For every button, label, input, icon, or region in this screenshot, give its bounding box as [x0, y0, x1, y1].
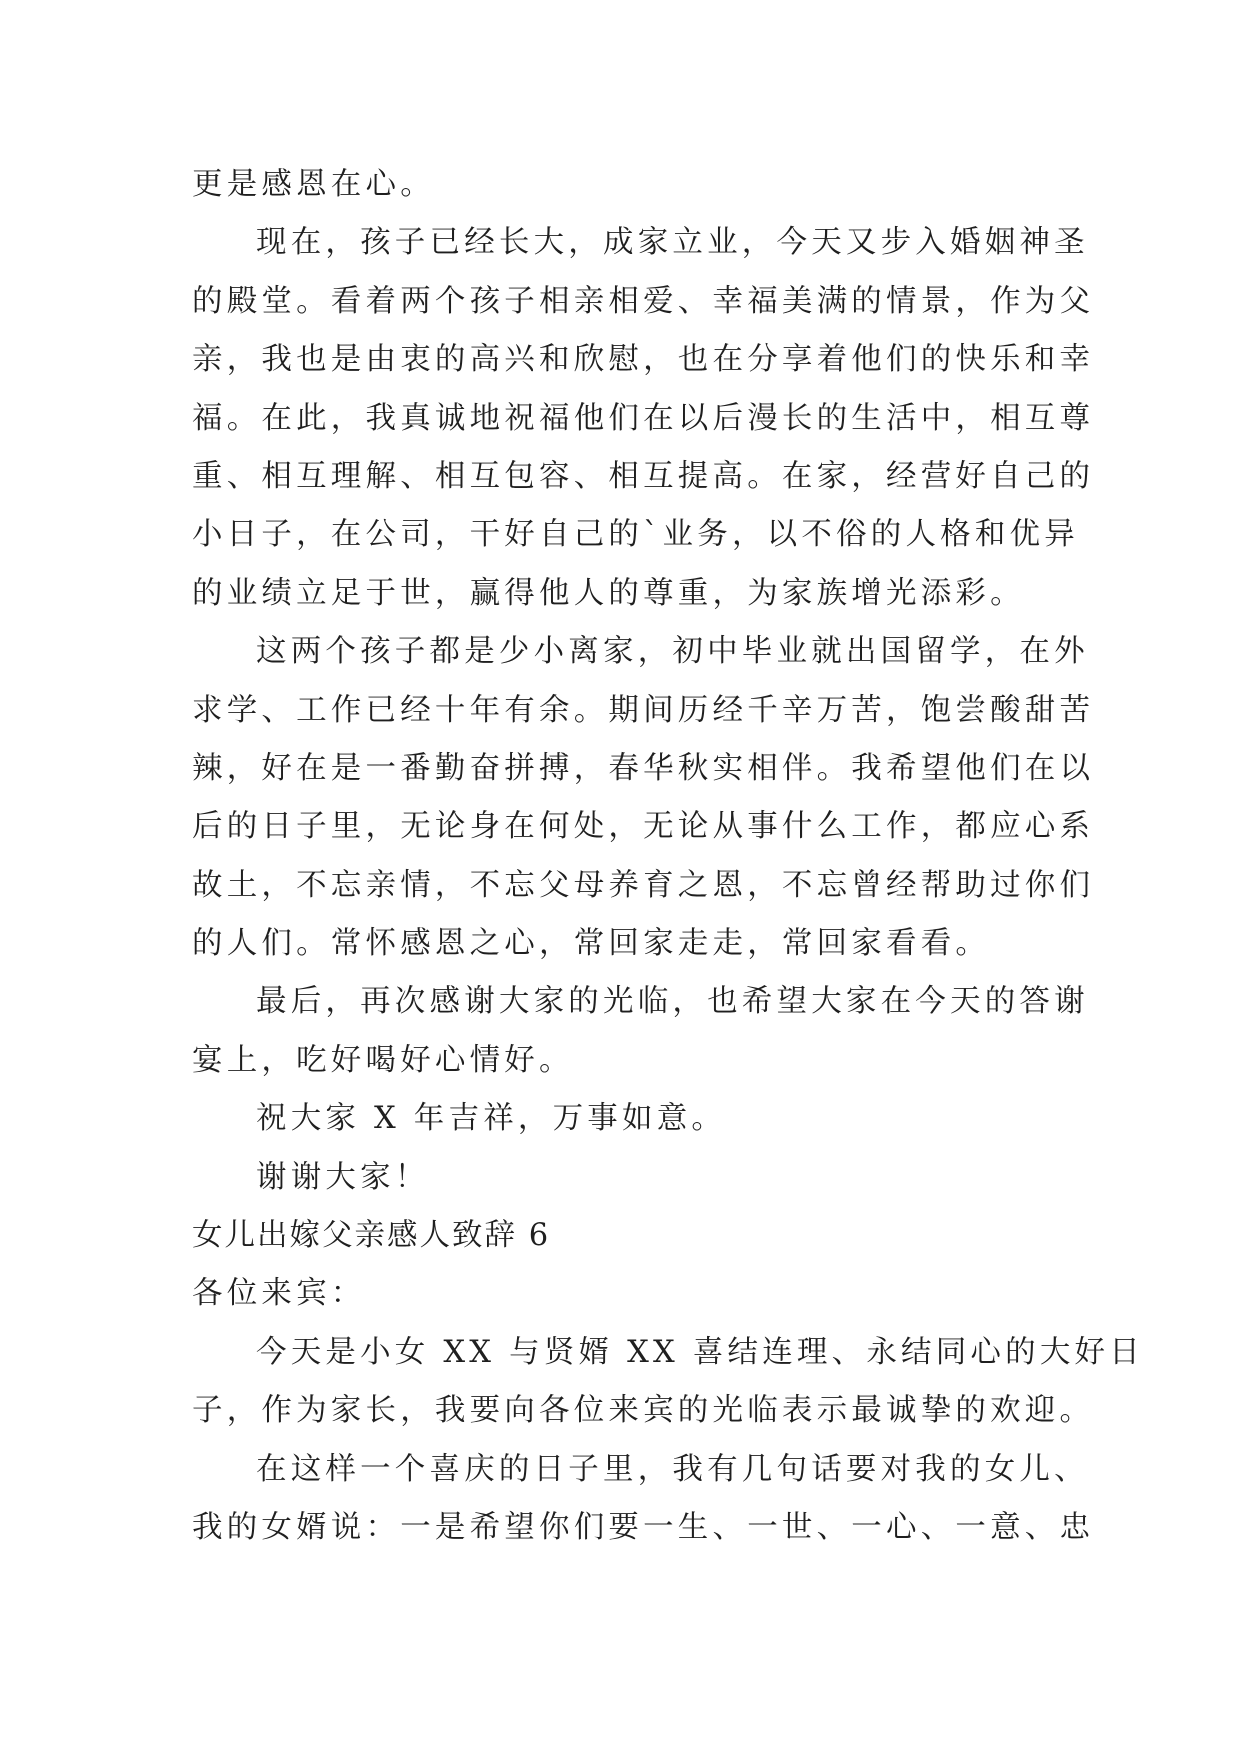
section-title: 女儿出嫁父亲感人致辞 6 — [192, 1218, 551, 1254]
text-line: 故土，不忘亲情，不忘父母养育之恩，不忘曾经帮助过你们 — [192, 867, 1095, 903]
text-line: 的业绩立足于世，赢得他人的尊重，为家族增光添彩。 — [192, 575, 1025, 611]
text-line: 后的日子里，无论身在何处，无论从事什么工作，都应心系 — [192, 809, 1095, 845]
text-line: 宴上，吃好喝好心情好。 — [192, 1042, 574, 1078]
paragraph-start: 谢谢大家！ — [256, 1159, 430, 1195]
paragraph-start: 祝大家 X 年吉祥，万事如意。 — [256, 1101, 727, 1137]
salutation: 各位来宾： — [192, 1276, 366, 1312]
text-line: 重、相互理解、相互包容、相互提高。在家，经营好自己的 — [192, 458, 1095, 494]
text-line: 的人们。常怀感恩之心，常回家走走，常回家看看。 — [192, 926, 991, 962]
text-line: 辣，好在是一番勤奋拼搏，春华秋实相伴。我希望他们在以 — [192, 750, 1095, 786]
text-line: 更是感恩在心。 — [192, 167, 435, 202]
text-line: 子，作为家长，我要向各位来宾的光临表示最诚挚的欢迎。 — [192, 1393, 1095, 1429]
paragraph-start: 最后，再次感谢大家的光临，也希望大家在今天的答谢 — [256, 984, 1089, 1020]
text-line: 求学、工作已经十年有余。期间历经千辛万苦，饱尝酸甜苦 — [192, 692, 1095, 728]
paragraph-start: 这两个孩子都是少小离家，初中毕业就出国留学，在外 — [256, 634, 1089, 670]
text-line: 小日子，在公司，干好自己的`业务，以不俗的人格和优异 — [192, 517, 1079, 553]
text-line: 我的女婿说：一是希望你们要一生、一世、一心、一意、忠 — [192, 1509, 1095, 1545]
paragraph-start: 今天是小女 XX 与贤婿 XX 喜结连理、永结同心的大好日 — [256, 1334, 1144, 1370]
paragraph-start: 现在，孩子已经长大，成家立业，今天又步入婚姻神圣 — [256, 225, 1089, 261]
paragraph-start: 在这样一个喜庆的日子里，我有几句话要对我的女儿、 — [256, 1451, 1089, 1487]
document-page — [192, 156, 1144, 1557]
text-line: 的殿堂。看着两个孩子相亲相爱、幸福美满的情景，作为父 — [192, 283, 1095, 319]
text-line: 福。在此，我真诚地祝福他们在以后漫长的生活中，相互尊 — [192, 400, 1095, 436]
text-line: 亲，我也是由衷的高兴和欣慰，也在分享着他们的快乐和幸 — [192, 342, 1095, 378]
